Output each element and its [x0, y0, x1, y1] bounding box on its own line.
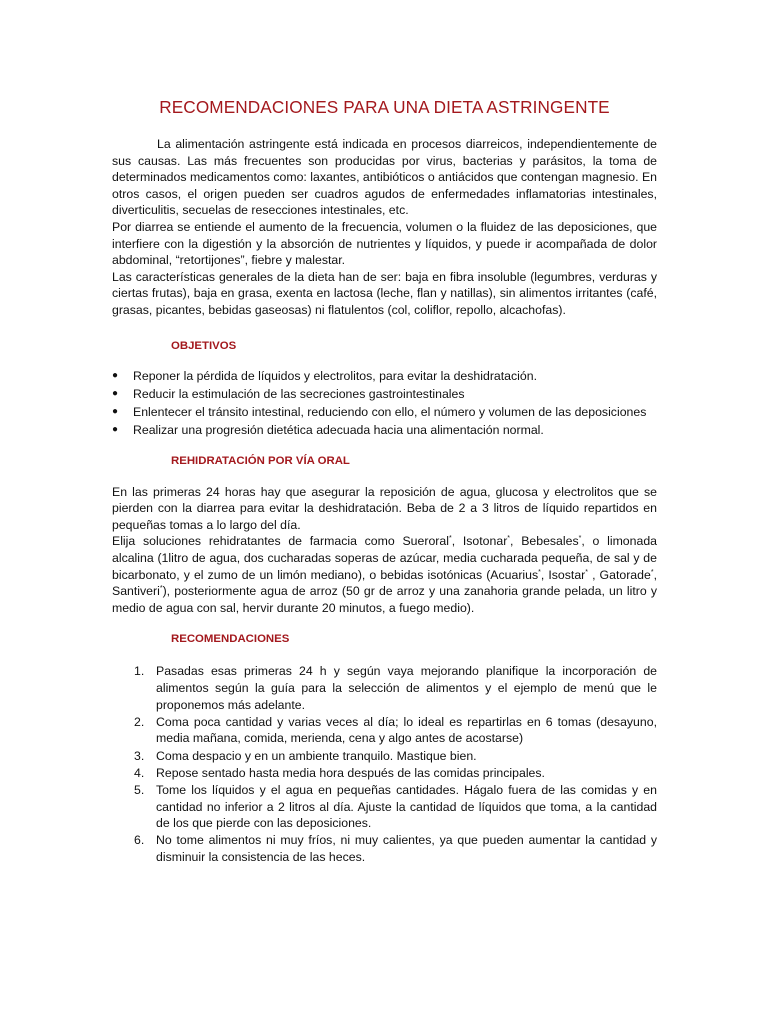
list-item-number: 1.: [134, 664, 145, 679]
text-run: Elija soluciones rehidratantes de farmacia como Sueroral: [112, 534, 449, 549]
recomendaciones-heading: RECOMENDACIONES: [171, 633, 290, 646]
list-item-text: Reponer la pérdida de líquidos y electrolitos, para evitar la deshidratación.: [133, 368, 537, 383]
objetivos-heading: OBJETIVOS: [171, 339, 237, 352]
list-item: [112, 765, 657, 782]
rehidratacion-paragraph-1: En las primeras 24 horas hay que asegurar la reposición de agua, glucosa y electrolitos que se pierden con la diarrea para evitar la deshidratación. Beba de 2 a 3 litros de líquido repartidos en pequeñas tomas a lo largo del día.: [112, 484, 657, 532]
text-run: , o limonada alcalina (1litro de agua, dos cucharadas soperas de azúcar, media cucharada pequeña, de sal y de bicarbonato, y el zumo de un limón mediano), o bebidas isotónicas (Acuarius: [112, 534, 658, 582]
bullet-icon: ●: [112, 369, 119, 381]
list-item-text: Realizar una progresión dietética adecuada hacia una alimentación normal.: [133, 423, 544, 438]
list-item-text: Coma despacio y en un ambiente tranquilo. Mastique bien.: [156, 748, 477, 763]
list-item: [112, 832, 657, 865]
bullet-icon: ●: [112, 387, 119, 399]
list-item-text: Reducir la estimulación de las secreciones gastrointestinales: [133, 386, 465, 401]
list-item-number: 6.: [134, 833, 145, 848]
list-item-number: 4.: [134, 765, 145, 780]
list-item: [112, 368, 657, 385]
list-item: [112, 386, 657, 403]
list-item: [112, 748, 657, 765]
list-item-number: 5.: [134, 782, 145, 797]
recomendaciones-list: [112, 663, 657, 865]
list-item-number: 3.: [134, 748, 145, 763]
text-run: ), posteriormente agua de arroz (50 gr de arroz y una zanahoria grande pelada, un litro y medio de agua con sal, hervir durante 20 minutos, a fuego medio).: [112, 584, 657, 615]
list-item-text: Repose sentado hasta media hora después de las comidas principales.: [156, 765, 545, 780]
intro-paragraph-3: Las características generales de la dieta han de ser: baja en fibra insoluble (legumbres, verduras y ciertas frutas), baja en grasa, exenta en lactosa (leche, flan y natillas), sin alimentos irritantes (café, grasas, picantes, bebidas gaseosas) ni flatulentos (col, coliflor, repollo, alcachofas).: [112, 269, 657, 317]
rehidratacion-paragraph-2: [112, 533, 657, 616]
list-item-text: Pasadas esas primeras 24 h y según vaya mejorando planifique la incorporación de alimentos según la guía para la selección de alimentos y el ejemplo de menú que le proponemos más adelante.: [156, 664, 657, 712]
text-run: , Bebesales: [510, 534, 579, 549]
list-item: [112, 404, 657, 421]
text-run: , Santiveri: [112, 567, 657, 599]
list-item-text: Enlentecer el tránsito intestinal, reduciendo con ello, el número y volumen de las deposiciones: [133, 404, 647, 419]
text-run: , Isostar: [540, 567, 586, 582]
list-item-text: Tome los líquidos y el agua en pequeñas cantidades. Hágalo fuera de las comidas y en cantidad no inferior a 2 litros al día. Ajuste la cantidad de líquidos que toma, a la cantidad de los que pierde con las deposiciones.: [156, 782, 657, 831]
trademark-mark: *: [538, 568, 541, 576]
intro-paragraph-2: Por diarrea se entiende el aumento de la frecuencia, volumen o la fluidez de las deposiciones, que interfiere con la digestión y la absorción de nutrientes y líquidos, y puede ir acompañada de dolor abdominal, “retortijones”, fiebre y malestar.: [112, 219, 657, 268]
intro-paragraph-1: La alimentación astringente está indicada en procesos diarreicos, independientemente de sus causas. Las más frecuentes son producidas por virus, bacterias y parásitos, la toma de determinados medicamentos como: laxantes, antibióticos o antiácidos que contengan magnesio. En otros casos, el origen pueden ser cuadros agudos de enfermedades inflamatorias intestinales, diverticulitis, secuelas de resecciones intestinales, etc.: [112, 137, 657, 218]
rehidratacion-heading: REHIDRATACIÓN POR VÍA ORAL: [171, 454, 350, 467]
objetivos-list: [112, 368, 657, 439]
list-item: [112, 663, 657, 713]
trademark-mark: *: [578, 535, 582, 543]
trademark-mark: *: [159, 585, 163, 593]
bullet-icon: ●: [112, 424, 119, 436]
document-body: [112, 96, 657, 866]
trademark-mark: *: [448, 535, 452, 543]
text-run: , Gatorade: [588, 567, 651, 582]
list-item-text: No tome alimentos ni muy fríos, ni muy calientes, ya que pueden aumentar la cantidad y disminuir la consistencia de las heces.: [156, 833, 657, 864]
text-run: , Isotonar: [451, 534, 508, 549]
trademark-mark: *: [650, 568, 654, 576]
list-item-text: Coma poca cantidad y varias veces al día; lo ideal es repartirlas en 6 tomas (desayuno, media mañana, comida, merienda, cena y algo antes de acostarse): [156, 714, 657, 746]
list-item-number: 2.: [134, 714, 145, 729]
trademark-mark: *: [585, 568, 588, 576]
list-item: [112, 422, 657, 439]
bullet-icon: ●: [112, 405, 119, 417]
document-title: RECOMENDACIONES PARA UNA DIETA ASTRINGENTE: [159, 97, 610, 117]
trademark-mark: *: [507, 535, 511, 543]
list-item: [112, 782, 657, 832]
list-item: [112, 714, 657, 747]
